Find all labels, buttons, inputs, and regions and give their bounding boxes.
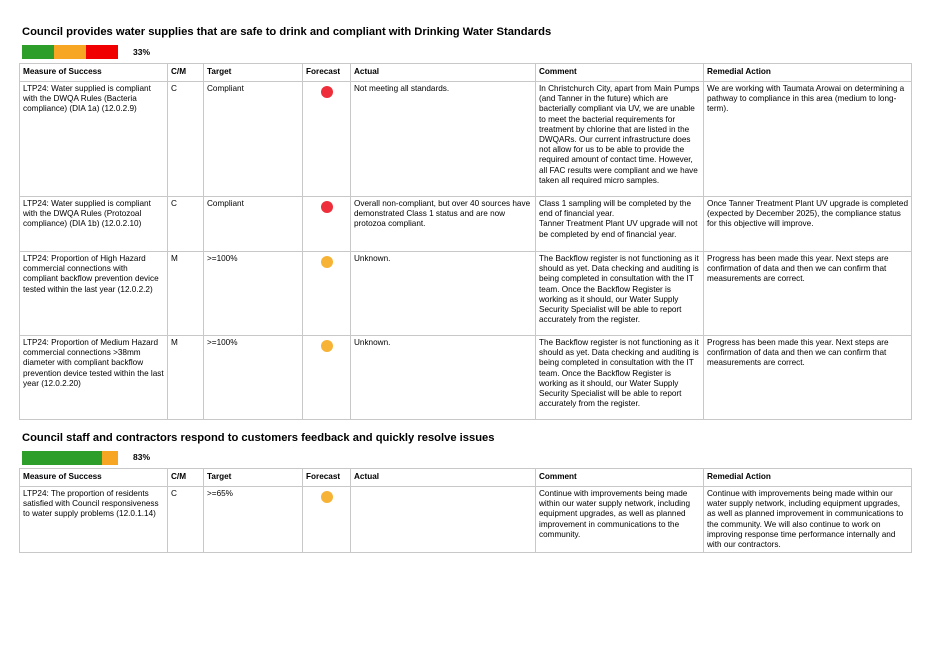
actual-cell: Overall non-compliant, but over 40 sources have demonstrated Class 1 status and are now protozoa compliant. [351, 197, 536, 252]
table-header-row [20, 64, 912, 82]
comment-cell: Class 1 sampling will be completed by the end of financial year. Tanner Treatment Plant UV upgrade will not be completed by end of financial year. [536, 197, 704, 252]
progress-green-segment [22, 451, 102, 465]
target-cell: Compliant [204, 82, 303, 197]
header-target: Target [204, 469, 303, 487]
header-remedial: Remedial Action [704, 64, 912, 82]
measure-cell: LTP24: Water supplied is compliant with the DWQA Rules (Protozoal compliance) (DIA 1b) (12.0.2.10) [20, 197, 168, 252]
measure-cell: LTP24: Proportion of High Hazard commercial connections with compliant backflow prevention device tested within the last year (12.0.2.2) [20, 252, 168, 336]
header-actual: Actual [351, 64, 536, 82]
forecast-cell [303, 252, 351, 336]
cm-cell: C [168, 197, 204, 252]
comment-cell: In Christchurch City, apart from Main Pumps (and Tanner in the future) which are bacterially compliant via UV, we are unable to meet the bacterial requirements for treatment by chlorine that are listed in the DWQARs. Our current infrastructure does not allow for us to be able to provide the required amount of contact time. However, all FAC results were compliant and we have taken all required micro samples. [536, 82, 704, 197]
header-measure: Measure of Success [20, 469, 168, 487]
progress-bar [22, 45, 118, 59]
progress-bar [22, 451, 118, 465]
header-comment: Comment [536, 64, 704, 82]
header-cm: C/M [168, 64, 204, 82]
header-measure: Measure of Success [20, 64, 168, 82]
remedial-cell: Progress has been made this year. Next steps are confirmation of data and then we can confirm that measurements are correct. [704, 336, 912, 420]
remedial-cell: Continue with improvements being made within our water supply network, including equipment upgrades, as well as planned improvement in communications to the community. We will also continue to work on improving response time performance internally and with our contractors. [704, 487, 912, 553]
table-row [20, 487, 912, 553]
header-forecast: Forecast [303, 64, 351, 82]
forecast-cell [303, 197, 351, 252]
actual-cell: Unknown. [351, 336, 536, 420]
forecast-amber-status-icon [321, 256, 333, 268]
progress-percent: 83% [133, 452, 151, 462]
target-cell: Compliant [204, 197, 303, 252]
target-cell: >=100% [204, 252, 303, 336]
progress-amber-segment [54, 45, 86, 59]
table-row [20, 252, 912, 336]
measures-table [19, 63, 912, 420]
section-title: Council staff and contractors respond to customers feedback and quickly resolve issues [22, 432, 495, 444]
remedial-cell: We are working with Taumata Arowai on determining a pathway to compliance in this area (medium to long-term). [704, 82, 912, 197]
forecast-red-status-icon [321, 86, 333, 98]
target-cell: >=100% [204, 336, 303, 420]
table-row [20, 82, 912, 197]
target-cell: >=65% [204, 487, 303, 553]
actual-cell [351, 487, 536, 553]
table-row [20, 336, 912, 420]
section-title: Council provides water supplies that are safe to drink and compliant with Drinking Water Standards [22, 26, 552, 38]
remedial-cell: Once Tanner Treatment Plant UV upgrade is completed (expected by December 2025), the compliance status for this objective will improve. [704, 197, 912, 252]
forecast-cell [303, 82, 351, 197]
measure-cell: LTP24: The proportion of residents satisfied with Council responsiveness to water supply problems (12.0.1.14) [20, 487, 168, 553]
forecast-amber-status-icon [321, 340, 333, 352]
cm-cell: C [168, 82, 204, 197]
header-cm: C/M [168, 469, 204, 487]
forecast-amber-status-icon [321, 491, 333, 503]
progress-red-segment [86, 45, 118, 59]
measure-cell: LTP24: Water supplied is compliant with the DWQA Rules (Bacteria compliance) (DIA 1a) (12.0.2.9) [20, 82, 168, 197]
progress-amber-segment [102, 451, 118, 465]
actual-cell: Not meeting all standards. [351, 82, 536, 197]
comment-cell: The Backflow register is not functioning as it should as yet. Data checking and auditing is being completed in consultation with the IT team. Once the Backflow Register is working as it should, our Water Supply Security Specialist will be able to report accurately from the register. [536, 336, 704, 420]
comment-cell: The Backflow register is not functioning as it should as yet. Data checking and auditing is being completed in consultation with the IT team. Once the Backflow Register is working as it should, our Water Supply Security Specialist will be able to report accurately from the register. [536, 252, 704, 336]
progress-green-segment [22, 45, 54, 59]
progress-percent: 33% [133, 47, 151, 57]
header-comment: Comment [536, 469, 704, 487]
actual-cell: Unknown. [351, 252, 536, 336]
comment-cell: Continue with improvements being made within our water supply network, including equipment upgrades, as well as planned improvement in communications to the community. [536, 487, 704, 553]
measures-table [19, 468, 912, 553]
header-remedial: Remedial Action [704, 469, 912, 487]
cm-cell: M [168, 252, 204, 336]
measure-cell: LTP24: Proportion of Medium Hazard commercial connections >38mm diameter with compliant backflow prevention device tested within the last year (12.0.2.20) [20, 336, 168, 420]
header-actual: Actual [351, 469, 536, 487]
remedial-cell: Progress has been made this year. Next steps are confirmation of data and then we can confirm that measurements are correct. [704, 252, 912, 336]
forecast-cell [303, 336, 351, 420]
forecast-red-status-icon [321, 201, 333, 213]
cm-cell: M [168, 336, 204, 420]
forecast-cell [303, 487, 351, 553]
header-forecast: Forecast [303, 469, 351, 487]
table-row [20, 197, 912, 252]
header-target: Target [204, 64, 303, 82]
cm-cell: C [168, 487, 204, 553]
table-header-row [20, 469, 912, 487]
